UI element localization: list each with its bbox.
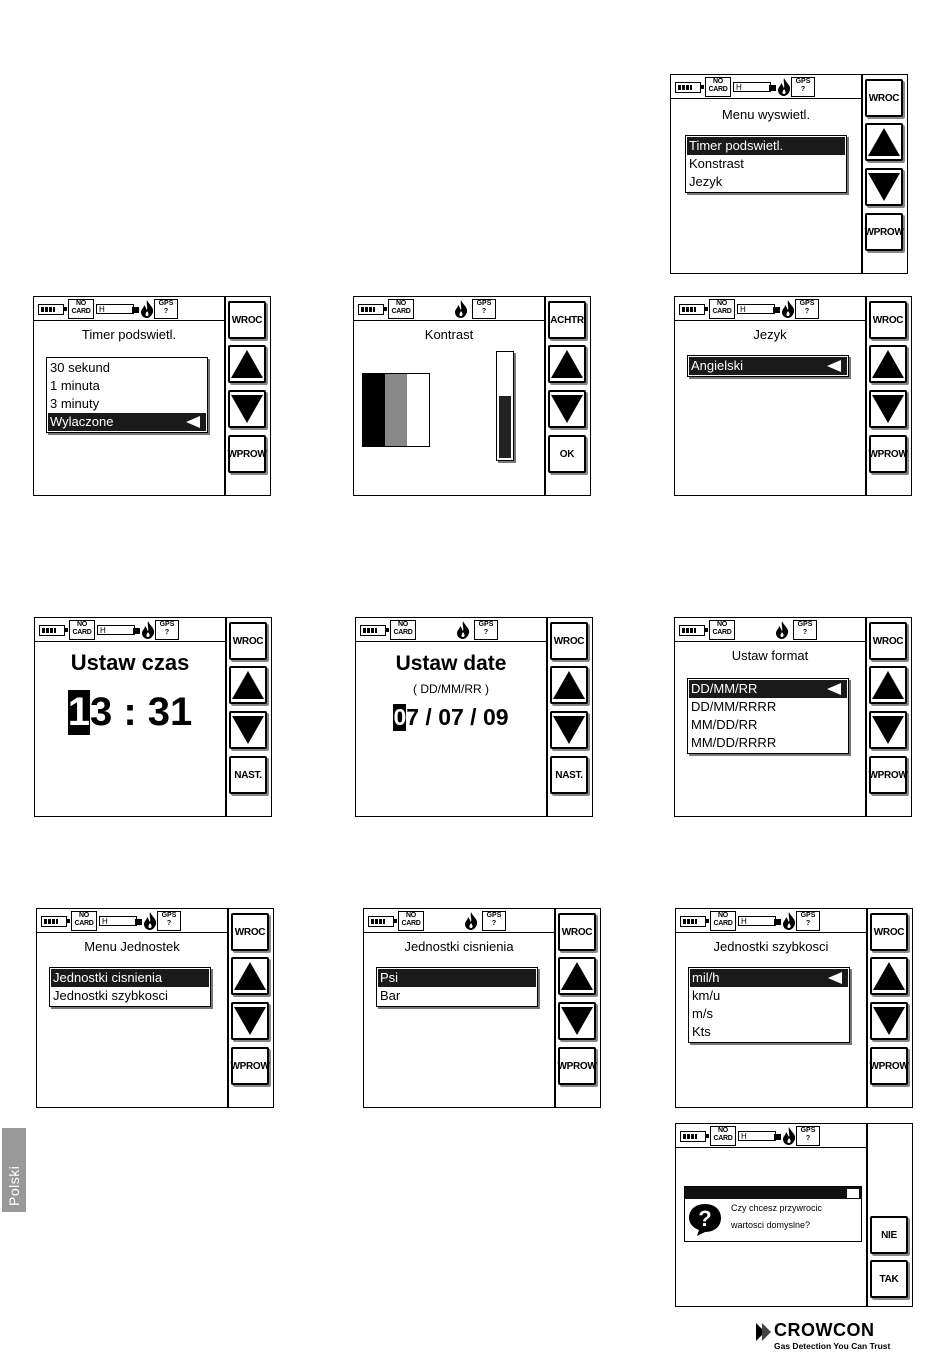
question-icon: [687, 1202, 723, 1238]
up-arrow-button[interactable]: [548, 345, 586, 383]
battery-icon: [358, 304, 384, 315]
screen-title: Ustaw format: [731, 648, 809, 663]
screen-title: Ustaw date: [395, 652, 507, 675]
down-arrow-button[interactable]: [548, 390, 586, 428]
list-item[interactable]: [689, 698, 847, 716]
list-item-label: Bar: [380, 988, 401, 1003]
battery-level: [42, 628, 56, 633]
up-arrow-icon: [232, 671, 264, 699]
panel-divider: [227, 909, 229, 1107]
brand-logo: [756, 1320, 896, 1354]
no-card-icon: NO CARD: [709, 620, 735, 640]
no-card-icon: NO CARD: [709, 299, 735, 319]
up-arrow-icon: [872, 350, 904, 378]
pump-icon: H: [733, 82, 771, 92]
list-item-label: Jednostki cisnienia: [53, 970, 163, 985]
up-arrow-icon: [873, 962, 905, 990]
down-arrow-button[interactable]: [869, 711, 907, 749]
down-arrow-icon: [873, 1007, 905, 1035]
up-arrow-icon: [872, 671, 904, 699]
list-item-label: DD/MM/RRRR: [691, 699, 777, 714]
menu-display-screen: [670, 74, 908, 274]
flame-icon: [456, 621, 470, 644]
date-value[interactable]: [356, 704, 546, 731]
yes-button[interactable]: TAK: [870, 1260, 908, 1298]
date-cursor-digit[interactable]: 0: [393, 704, 407, 730]
flame-icon: [775, 621, 789, 644]
gps-icon: GPS ?: [155, 620, 179, 640]
dialog-message-line1: Czy chcesz przywrocic: [731, 1203, 823, 1213]
down-arrow-button[interactable]: [865, 168, 903, 206]
list-item-label: Konstrast: [689, 156, 744, 171]
down-arrow-button[interactable]: [228, 390, 266, 428]
no-card-icon: NO CARD: [710, 911, 736, 931]
option-list: [46, 357, 208, 433]
confirm-dialog: [684, 1186, 862, 1242]
battery-level: [41, 307, 55, 312]
list-item[interactable]: [687, 173, 845, 191]
gps-icon: GPS ?: [482, 911, 506, 931]
battery-icon: [680, 916, 706, 927]
up-arrow-button[interactable]: [869, 345, 907, 383]
down-arrow-icon: [551, 395, 583, 423]
gps-icon: GPS ?: [793, 620, 817, 640]
list-item[interactable]: [51, 969, 209, 987]
back-button[interactable]: WROC: [231, 913, 269, 951]
no-card-icon: NO CARD: [705, 77, 731, 97]
contrast-level-fill: [499, 396, 511, 458]
no-card-icon: NO CARD: [710, 1126, 736, 1146]
swatch-band: [363, 374, 385, 446]
panel-divider: [554, 909, 556, 1107]
no-card-icon: NO CARD: [68, 299, 94, 319]
ok-button[interactable]: OK: [548, 435, 586, 473]
no-card-icon: NO CARD: [71, 911, 97, 931]
battery-icon: [675, 82, 701, 93]
back-button[interactable]: WROC: [869, 301, 907, 339]
screen-title: Jezyk: [753, 327, 787, 342]
minimize-icon: [847, 1189, 859, 1198]
down-arrow-icon: [231, 395, 263, 423]
battery-level: [683, 1134, 697, 1139]
panel-divider: [225, 618, 227, 816]
list-item-label: DD/MM/RR: [691, 681, 758, 696]
time-digits: 3 : 31: [89, 690, 193, 734]
list-item[interactable]: [48, 377, 206, 395]
status-bar: [671, 75, 861, 99]
panel-divider: [546, 618, 548, 816]
battery-icon: [38, 304, 64, 315]
list-item-label: Timer podswietl.: [689, 138, 784, 153]
dialog-message-line2: wartosci domyslne?: [731, 1220, 811, 1230]
back-button[interactable]: WROC: [865, 79, 903, 117]
list-item[interactable]: [687, 137, 845, 155]
language-side-tab: [2, 1128, 26, 1212]
list-item-label: 3 minuty: [50, 396, 100, 411]
enter-button[interactable]: WPROW: [228, 435, 266, 473]
date-format-hint: ( DD/MM/RR ): [413, 682, 489, 696]
battery-level: [682, 628, 696, 633]
pump-icon: H: [738, 916, 776, 926]
gps-icon: GPS ?: [472, 299, 496, 319]
list-item[interactable]: [378, 969, 536, 987]
restore-defaults-screen: [675, 1123, 913, 1307]
pump-icon: H: [737, 304, 775, 314]
back-button[interactable]: WROC: [229, 622, 267, 660]
back-button[interactable]: WROC: [558, 913, 596, 951]
list-item-label: MM/DD/RR: [691, 717, 758, 732]
enter-button[interactable]: WPROW: [865, 213, 903, 251]
list-item-label: Psi: [380, 970, 399, 985]
selected-indicator-icon: [828, 972, 842, 984]
selected-indicator-icon: [186, 416, 200, 428]
up-arrow-icon: [553, 671, 585, 699]
status-bar: [364, 909, 554, 933]
gps-icon: GPS ?: [474, 620, 498, 640]
next-button[interactable]: NAST.: [229, 756, 267, 794]
up-arrow-button[interactable]: [231, 957, 269, 995]
no-card-icon: NO CARD: [388, 299, 414, 319]
option-list: [688, 967, 850, 1043]
list-item-label: Kts: [692, 1024, 711, 1039]
up-arrow-icon: [561, 962, 593, 990]
list-item[interactable]: [690, 987, 848, 1005]
back-button[interactable]: WROC: [228, 301, 266, 339]
up-arrow-icon: [551, 350, 583, 378]
status-bar: [675, 297, 865, 321]
status-bar: [34, 297, 224, 321]
down-arrow-button[interactable]: [558, 1002, 596, 1040]
list-item-label: Jezyk: [689, 174, 723, 189]
list-item-label: Jednostki szybkosci: [53, 988, 168, 1003]
down-arrow-button[interactable]: [869, 390, 907, 428]
list-item[interactable]: [689, 357, 847, 375]
screen-title: Menu wyswietl.: [721, 107, 811, 122]
panel-divider: [866, 909, 868, 1107]
down-arrow-icon: [872, 716, 904, 744]
screen-title: Jednostki szybkosci: [713, 939, 829, 954]
battery-icon: [39, 625, 65, 636]
status-bar: [676, 1124, 866, 1148]
list-item[interactable]: [48, 413, 206, 431]
gps-icon: GPS ?: [796, 911, 820, 931]
gps-icon: GPS ?: [791, 77, 815, 97]
brand-tagline: Gas Detection You Can Trust: [774, 1341, 891, 1351]
option-list: [685, 135, 847, 193]
screen-title: Ustaw czas: [70, 650, 190, 675]
enter-button[interactable]: WPROW: [869, 435, 907, 473]
list-item-label: 1 minuta: [50, 378, 100, 393]
contrast-swatch: [362, 373, 430, 447]
enter-button[interactable]: WPROW: [231, 1047, 269, 1085]
up-arrow-icon: [234, 962, 266, 990]
list-item[interactable]: [689, 680, 847, 698]
gps-icon: GPS ?: [154, 299, 178, 319]
brand-name: CROWCON: [774, 1320, 875, 1340]
panel-divider: [866, 1124, 868, 1306]
screen-title: Jednostki cisnienia: [404, 939, 514, 954]
down-arrow-icon: [561, 1007, 593, 1035]
no-card-icon: NO CARD: [390, 620, 416, 640]
time-value[interactable]: [35, 690, 225, 735]
down-arrow-icon: [868, 173, 900, 201]
list-item-label: m/s: [692, 1006, 713, 1021]
no-button[interactable]: NIE: [870, 1216, 908, 1254]
panel-divider: [224, 297, 226, 495]
status-bar: [675, 618, 865, 642]
screen-title: Timer podswietl.: [81, 327, 177, 342]
side-tab-label: Polski: [6, 1165, 22, 1206]
flame-icon: [782, 912, 796, 935]
battery-level: [363, 628, 377, 633]
selected-indicator-icon: [827, 360, 841, 372]
down-arrow-icon: [872, 395, 904, 423]
no-card-icon: NO CARD: [398, 911, 424, 931]
list-item[interactable]: [689, 734, 847, 752]
flame-icon: [777, 78, 791, 101]
back-button[interactable]: WROC: [550, 622, 588, 660]
battery-level: [678, 85, 692, 90]
enter-button[interactable]: WPROW: [558, 1047, 596, 1085]
down-arrow-icon: [232, 716, 264, 744]
up-arrow-icon: [231, 350, 263, 378]
panel-divider: [861, 75, 863, 273]
list-item[interactable]: [48, 359, 206, 377]
option-list: [687, 678, 849, 754]
panel-divider: [865, 297, 867, 495]
flame-icon: [454, 300, 468, 323]
up-arrow-button[interactable]: [229, 666, 267, 704]
flame-icon: [140, 300, 154, 323]
battery-level: [682, 307, 696, 312]
flame-icon: [781, 300, 795, 323]
status-bar: [354, 297, 544, 321]
swatch-band: [407, 374, 429, 446]
enter-button[interactable]: WPROW: [870, 1047, 908, 1085]
list-item-label: MM/DD/RRRR: [691, 735, 777, 750]
status-bar: [35, 618, 225, 642]
pump-icon: H: [738, 1131, 776, 1141]
battery-level: [371, 919, 385, 924]
down-arrow-button[interactable]: [229, 711, 267, 749]
gps-icon: GPS ?: [796, 1126, 820, 1146]
list-item[interactable]: [690, 1005, 848, 1023]
list-item[interactable]: [687, 155, 845, 173]
flame-icon: [143, 912, 157, 935]
gps-icon: GPS ?: [157, 911, 181, 931]
battery-level: [361, 307, 375, 312]
up-arrow-button[interactable]: [228, 345, 266, 383]
set-format-screen: [674, 617, 912, 817]
back-button[interactable]: WROC: [870, 913, 908, 951]
pressure-units-screen: [363, 908, 601, 1108]
date-digits: 7 / 07 / 09: [406, 704, 509, 730]
battery-icon: [41, 916, 67, 927]
down-arrow-button[interactable]: [550, 711, 588, 749]
time-cursor-digit[interactable]: 1: [67, 690, 90, 734]
battery-icon: [680, 1131, 706, 1142]
selected-indicator-icon: [827, 683, 841, 695]
panel-divider: [544, 297, 546, 495]
option-list: [687, 355, 849, 377]
list-item-label: mil/h: [692, 970, 720, 985]
screen-title: Kontrast: [424, 327, 474, 342]
flame-icon: [464, 912, 478, 935]
no-card-icon: NO CARD: [69, 620, 95, 640]
up-arrow-button[interactable]: [558, 957, 596, 995]
down-arrow-button[interactable]: [870, 1002, 908, 1040]
flame-icon: [782, 1127, 796, 1150]
speed-units-screen: [675, 908, 913, 1108]
list-item[interactable]: [689, 716, 847, 734]
up-arrow-button[interactable]: [870, 957, 908, 995]
battery-icon: [679, 625, 705, 636]
crowcon-logo-icon: [756, 1323, 772, 1341]
up-arrow-button[interactable]: [869, 666, 907, 704]
down-arrow-icon: [553, 716, 585, 744]
list-item[interactable]: [690, 969, 848, 987]
gps-icon: GPS ?: [795, 299, 819, 319]
svg-text:?: ?: [698, 1206, 712, 1231]
back-button[interactable]: WROC: [869, 622, 907, 660]
list-item-label: km/u: [692, 988, 721, 1003]
list-item-label: Angielski: [691, 358, 744, 373]
option-list: [49, 967, 211, 1007]
status-bar: [356, 618, 546, 642]
battery-level: [44, 919, 58, 924]
pump-icon: H: [99, 916, 137, 926]
battery-level: [683, 919, 697, 924]
list-item-label: Wylaczone: [50, 414, 114, 429]
down-arrow-icon: [234, 1007, 266, 1035]
list-item[interactable]: [378, 987, 536, 1005]
list-item-label: 30 sekund: [50, 360, 110, 375]
status-bar: [37, 909, 227, 933]
screen-title: Menu Jednostek: [84, 939, 180, 954]
battery-icon: [679, 304, 705, 315]
next-button[interactable]: NAST.: [550, 756, 588, 794]
back-button[interactable]: ACHTR: [548, 301, 586, 339]
pump-icon: H: [96, 304, 134, 314]
units-menu-screen: [36, 908, 274, 1108]
battery-icon: [360, 625, 386, 636]
panel-divider: [865, 618, 867, 816]
swatch-band: [385, 374, 407, 446]
backlight-screen: [33, 296, 271, 496]
language-screen: [674, 296, 912, 496]
set-time-screen: [34, 617, 272, 817]
down-arrow-button[interactable]: [231, 1002, 269, 1040]
flame-icon: [141, 621, 155, 644]
list-item[interactable]: [51, 987, 209, 1005]
up-arrow-icon: [868, 128, 900, 156]
list-item[interactable]: [48, 395, 206, 413]
battery-icon: [368, 916, 394, 927]
up-arrow-button[interactable]: [865, 123, 903, 161]
up-arrow-button[interactable]: [550, 666, 588, 704]
contrast-level-bar: [496, 351, 514, 461]
set-date-screen: [355, 617, 593, 817]
pump-icon: H: [97, 625, 135, 635]
contrast-screen: [353, 296, 591, 496]
status-bar: [676, 909, 866, 933]
dialog-title-bar: [685, 1187, 861, 1199]
list-item[interactable]: [690, 1023, 848, 1041]
enter-button[interactable]: WPROW: [869, 756, 907, 794]
option-list: [376, 967, 538, 1007]
